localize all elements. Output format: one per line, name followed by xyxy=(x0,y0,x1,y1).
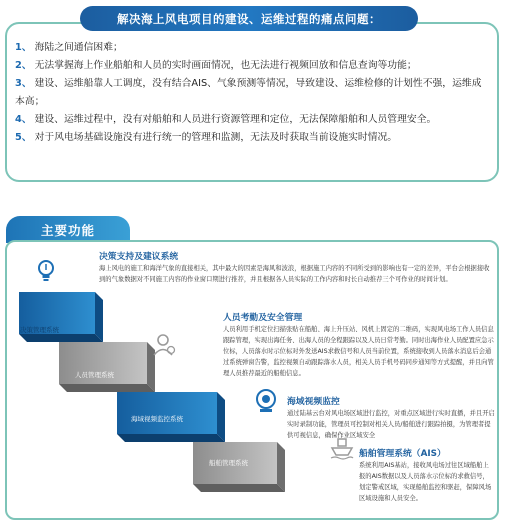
pain-text: 建设、运维船靠人工调度，没有结合AIS、气象预测等情况，导致建设、运维检修的计划性不强，运维成本高； xyxy=(15,78,482,107)
pain-item-3 xyxy=(15,75,489,111)
pain-text: 对于风电场基础设施没有进行统一的管理和监测，无法及时获取当前设施实时情况。 xyxy=(34,132,398,143)
pain-item-5 xyxy=(15,129,489,147)
feature-title-personnel: 人员考勤及安全管理 xyxy=(223,313,303,323)
feature-desc-personnel: 人员利用手机定位扫描张贴在船舶、海上升压站、风机上固定的二维码，实现风电场工作人员信息跟踪管理，实现出海任务、出海人员的全程跟踪以及人员日常考勤。同时出海作业人员配置应急示位标，人员落水时示位标对外发送AIS求救信号和人员当前位置，系统接收到人员落水消息后会通过系统弹窗告警，监控视频自动跟踪落水人员，相关人员手机号码同步通知等方式提醒，并且向管理人员推荐最近的船舶信息。 xyxy=(223,326,494,377)
step-1 xyxy=(19,292,103,342)
feature-desc-ais: 系统利用AIS基站，接收风电场过往区域船舶上报的AIS数据以及人员落水示位标的求救信号，划定警戒区域，实现船舶监控和驱赶，保障风场区域设施和人员安全。 xyxy=(359,462,492,502)
pain-text: 海陆之间通信困难； xyxy=(34,42,123,53)
pain-num: 1、 xyxy=(15,42,32,53)
pain-item-1 xyxy=(15,39,489,57)
step-label-1: 决策管理系统 xyxy=(20,326,59,334)
pain-num: 3、 xyxy=(15,78,32,89)
feature-title-video: 海域视频监控 xyxy=(287,397,340,407)
feature-title-decision: 决策支持及建议系统 xyxy=(99,252,179,262)
lightbulb-icon xyxy=(33,258,59,284)
pain-num: 4、 xyxy=(15,114,32,125)
feature-desc-video: 通过陆基云台对风电场区域进行监控，对重点区域进行实时直播，并且开启实时录制功能，管理员可控制对相关人员/船舶进行跟踪拍摄，为管理者提供可视信息，确保作业区域安全 xyxy=(287,410,495,439)
feature-title-ais: 船舶管理系统（AIS） xyxy=(359,449,446,459)
step-label-2: 人员管理系统 xyxy=(75,371,114,379)
step-label-4: 船舶管理系统 xyxy=(209,459,248,467)
camera-icon xyxy=(253,388,279,414)
pain-points-title: 解决海上风电项目的建设、运维过程的痛点问题： xyxy=(80,6,418,31)
step-label-3: 海域视频监控系统 xyxy=(131,415,183,423)
pain-text: 无法掌握海上作业船舶和人员的实时画面情况，也无法进行视频回放和信息查询等功能； xyxy=(34,60,417,71)
pain-num: 5、 xyxy=(15,132,32,143)
pain-text: 建设、运维过程中，没有对船舶和人员进行资源管理和定位，无法保障船舶和人员管理安全。 xyxy=(34,114,437,125)
main-functions-box xyxy=(5,240,499,520)
step-4 xyxy=(193,442,285,492)
main-functions-tab: 主要功能 xyxy=(6,216,130,243)
step-2 xyxy=(59,342,155,392)
pain-item-2 xyxy=(15,57,489,75)
feature-desc-decision: 海上风电的施工和海洋气象的直接相关，其中最大的因素是海风和波浪，根据施工内容的不同所受到的影响也有一定的差异，平台会根据接收到的气象数据对不同施工内容的作业窗口期进行推荐，并且根据各人员实际的工作内容和时长自动推荐三个可作业的时间计划。 xyxy=(99,265,490,283)
pain-points-box xyxy=(5,22,499,182)
person-icon xyxy=(151,332,177,358)
pain-item-4 xyxy=(15,111,489,129)
pain-num: 2、 xyxy=(15,60,32,71)
